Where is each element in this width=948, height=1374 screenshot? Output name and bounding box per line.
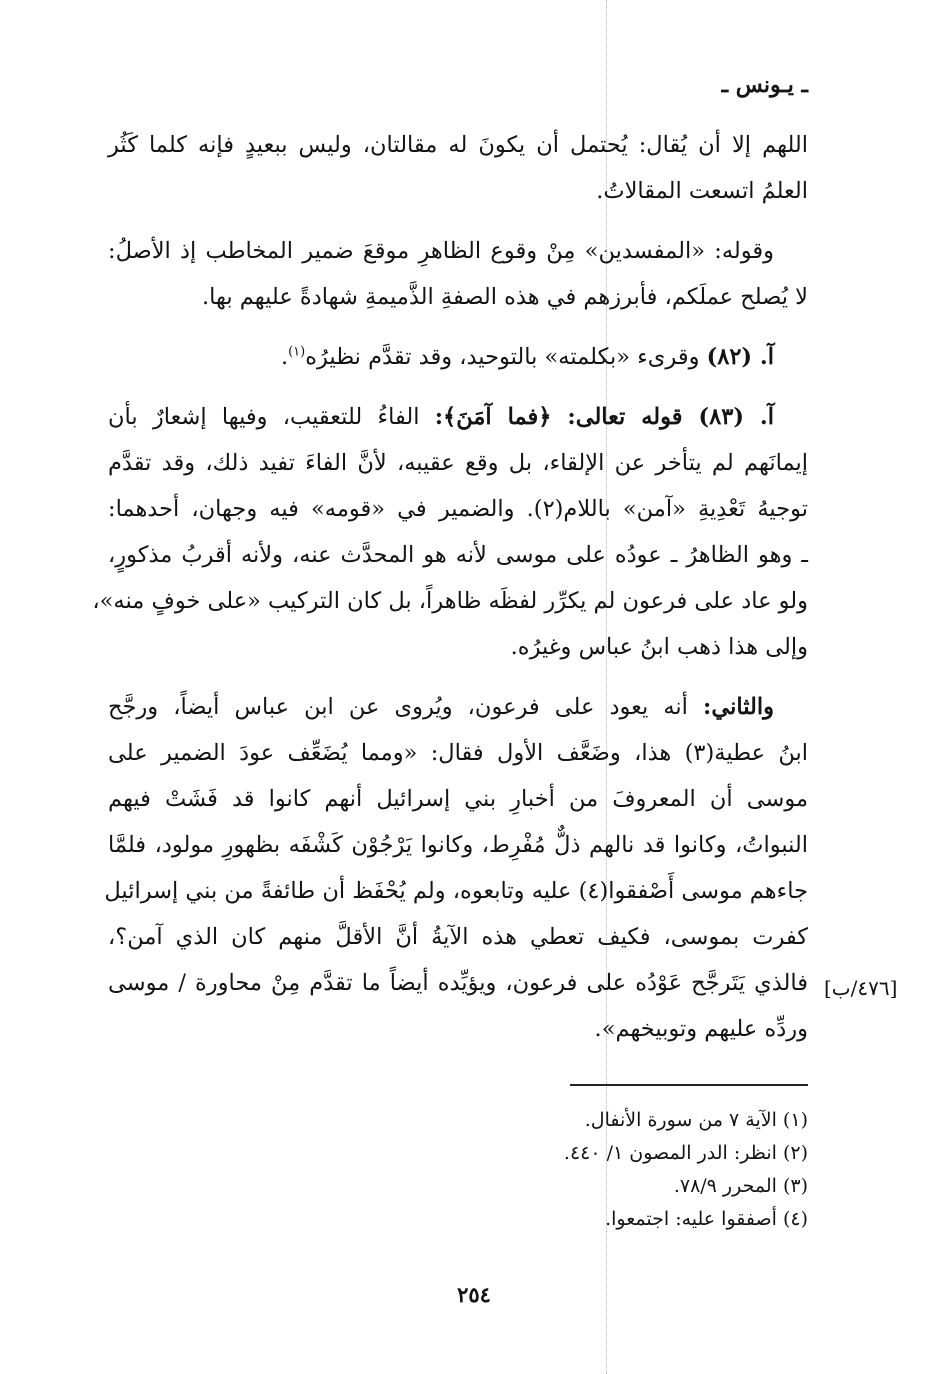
text-run: . bbox=[280, 344, 289, 370]
text-run: وقرىء «بكلمته» بالتوحيد، وقد تقدَّم نظيرُه bbox=[305, 344, 700, 370]
text-line: فالذي يَتَرجَّح عَوْدُه على فرعون، ويؤيِّده أيضاً ما تقدَّم مِنْ محاورة / موسى bbox=[108, 970, 808, 996]
paragraph-second-opinion bbox=[104, 684, 808, 1052]
footnote-item: (١) الآية ٧ من سورة الأنفال. bbox=[584, 1109, 808, 1131]
paragraph-1 bbox=[108, 122, 808, 214]
running-head: ـ يـونس ـ bbox=[721, 72, 808, 98]
paragraph-2 bbox=[108, 228, 808, 320]
text-run: أنه يعود على فرعون، ويُروى عن ابن عباس أيضاً، ورجَّح bbox=[108, 694, 688, 720]
verse-heading: آ. (٨٣) قوله تعالى: ﴿فما آمَنَ﴾: bbox=[434, 404, 774, 430]
footnote-divider bbox=[570, 1084, 808, 1086]
text-line: وقوله: «المفسدين» مِنْ وقوع الظاهرِ موقعَ ضمير المخاطب إذ الأصلُ: bbox=[108, 238, 774, 264]
text-line: توجيهُ تَعْدِيةِ «آمن» باللام(٢). والضمير في «قومه» فيه وجهان، أحدهما: bbox=[108, 496, 808, 522]
text-line: جاءهم موسى أَصْفقوا(٤) عليه وتابعوه، ولم يُحْفَظ أن طائفةً من بني إسرائيل bbox=[104, 878, 808, 904]
text-line: النبواتُ، وكانوا قد نالهم ذلٌّ مُفْرِط، وكانوا يَرْجُوْن كَشْفَه بظهورِ مولود، فلمَّا bbox=[108, 832, 808, 858]
text-line bbox=[108, 394, 808, 440]
footnote-item: (٤) أصفقوا عليه: اجتمعوا. bbox=[605, 1208, 808, 1230]
paragraph-verse-83 bbox=[92, 394, 808, 670]
footnotes bbox=[308, 1104, 808, 1236]
footnote-ref: (١) bbox=[288, 344, 306, 360]
section-lead: والثاني: bbox=[703, 694, 774, 720]
text-line bbox=[108, 684, 808, 730]
text-line: وإلى هذا ذهب ابنُ عباس وغيرُه. bbox=[510, 634, 808, 660]
verse-number: آ. (٨٢) bbox=[706, 344, 774, 370]
page-number: ٢٥٤ bbox=[457, 1282, 491, 1307]
text-line: وردِّه عليهم وتوبيخهم». bbox=[594, 1016, 808, 1042]
footnote-item: (٣) المحرر ٧٨/٩. bbox=[673, 1175, 808, 1197]
text-line: لا يُصلح عملَكم، فأبرزهم في هذه الصفةِ الذَّميمةِ شهادةً عليهم بها. bbox=[201, 284, 808, 310]
text-line bbox=[108, 334, 808, 380]
footnote-item: (٢) انظر: الدر المصون ١/ ٤٤٠. bbox=[563, 1142, 808, 1164]
text-line: ابنُ عطية(٣) هذا، وضَعَّف الأول فقال: «ومما يُضَعِّف عودَ الضمير على bbox=[108, 740, 808, 766]
text-line: كفرت بموسى، فكيف تعطي هذه الآيةُ أنَّ الأقلَّ منهم كان الذي آمن؟، bbox=[108, 924, 808, 950]
text-line: اللهم إلا أن يُقال: يُحتمل أن يكونَ له مقالتان، وليس ببعيدٍ فإنه كلما كَثُر bbox=[108, 132, 808, 158]
paragraph-verse-82 bbox=[108, 334, 808, 380]
text-line: إيمانَهم لم يتأخر عن الإلقاء، بل وقع عقيبه، لأنَّ الفاءَ تفيد ذلك، وقد تقدَّم bbox=[108, 450, 808, 476]
manuscript-folio-ref: [٤٧٦/ب] bbox=[824, 976, 898, 1000]
text-line: ـ وهو الظاهرُ ـ عودُه على موسى لأنه هو المحدَّث عنه، ولأنه أقربُ مذكورٍ، bbox=[108, 542, 808, 568]
text-line: موسى أن المعروفَ من أخبارِ بني إسرائيل أنهم كانوا قد فَشَتْ فيهم bbox=[108, 786, 808, 812]
text-run: الفاءُ للتعقيب، وفيها إشعارٌ بأن bbox=[108, 404, 420, 430]
text-line: ولو عاد على فرعون لم يكرِّر لفظَه ظاهراً، بل كان التركيب «على خوفٍ منه»، bbox=[92, 588, 808, 614]
text-line: العلمُ اتسعت المقالاتُ. bbox=[596, 178, 808, 204]
main-text bbox=[92, 122, 808, 1066]
